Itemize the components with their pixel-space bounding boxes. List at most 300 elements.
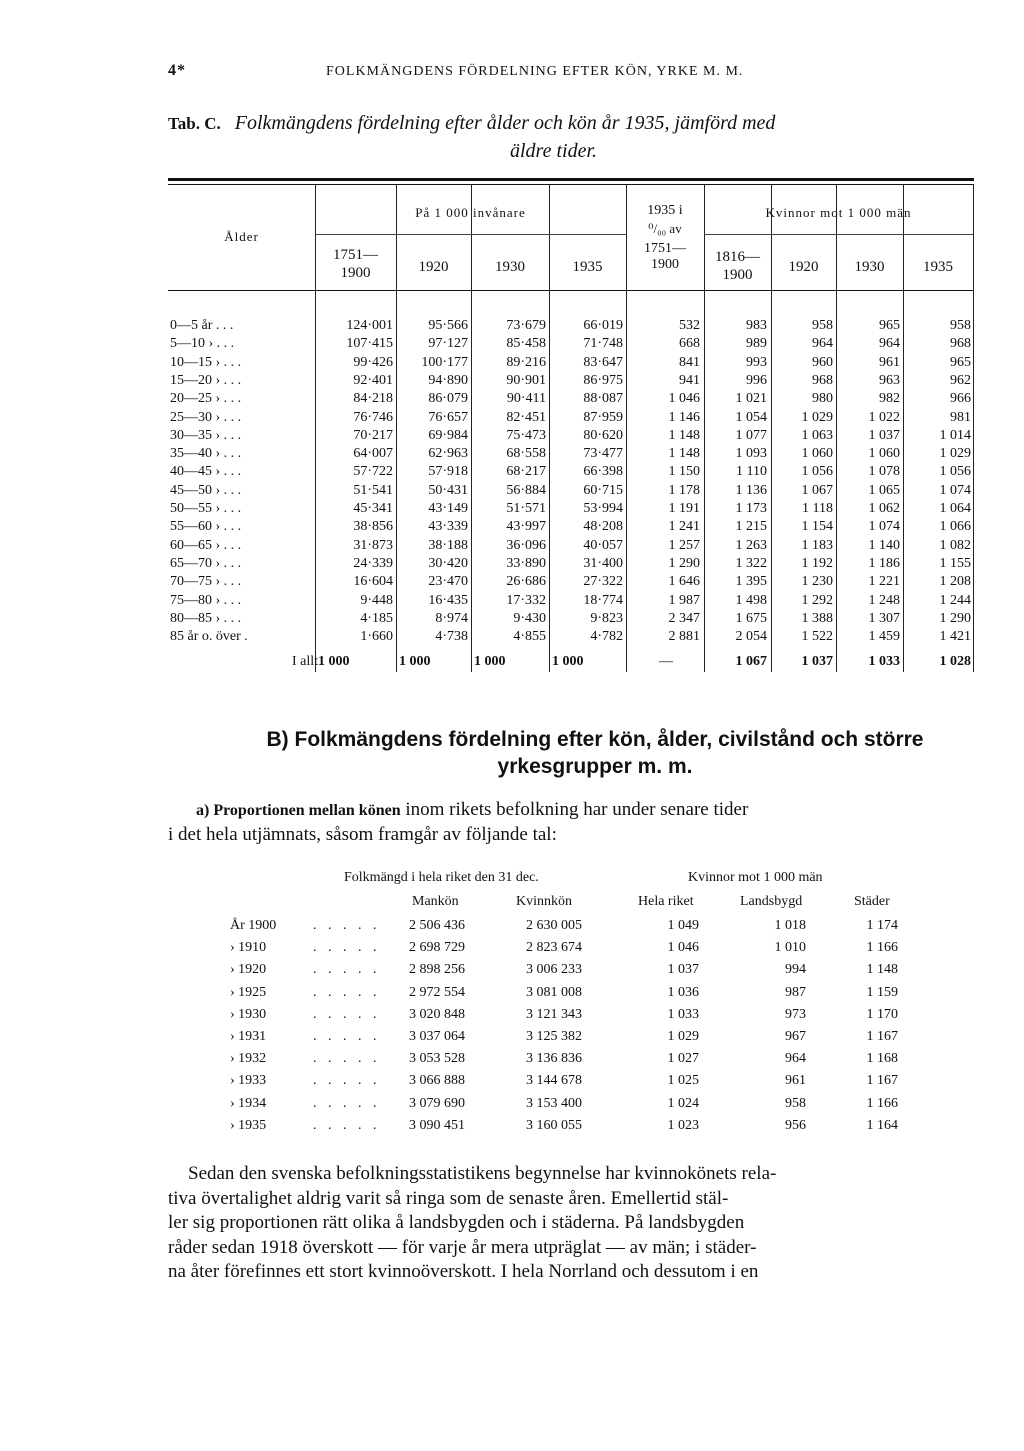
table-cell: 1 037 — [667, 962, 699, 978]
table-cell: 3 144 678 — [526, 1073, 582, 1089]
table-row — [168, 1051, 974, 1073]
table-cell: 27·322 — [583, 574, 623, 590]
table-cell: 16·435 — [428, 592, 468, 608]
table-cell: 2 698 729 — [409, 940, 465, 956]
table-cell: 961 — [785, 1073, 806, 1089]
table-cell: 1 459 — [868, 629, 900, 645]
age-group-label: 40—45 › . . . — [170, 464, 242, 480]
header-1935-line4: 1900 — [651, 257, 679, 272]
table-cell: 56·884 — [506, 482, 546, 498]
table-cell: 1 077 — [735, 427, 767, 443]
table-header-rule — [168, 290, 974, 291]
table-cell: 1 292 — [801, 592, 833, 608]
total-cell: 1 000 — [552, 654, 584, 669]
table-cell: 1 025 — [667, 1073, 699, 1089]
table-cell: 53·994 — [583, 501, 623, 516]
subhead-whole: Hela riket — [638, 894, 694, 909]
total-cell: 1 000 — [399, 654, 431, 669]
table-row — [168, 940, 974, 962]
table-cell: 82·451 — [506, 409, 546, 425]
running-title: FOLKMÄNGDENS FÖRDELNING EFTER KÖN, YRKE M. M. — [326, 64, 744, 79]
table-cell: 1 155 — [939, 555, 971, 571]
table-cell: 92·401 — [353, 372, 393, 388]
table-cell: 70·217 — [353, 427, 393, 443]
table-cell: 993 — [746, 354, 767, 370]
table-cell: 668 — [679, 336, 700, 352]
header-1935-line3: 1751— — [644, 241, 686, 256]
age-group-label: 65—70 › . . . — [170, 555, 242, 571]
table-cell: 964 — [785, 1051, 806, 1067]
table-cell: 1 192 — [801, 555, 833, 571]
table-cell: 1 168 — [866, 1051, 898, 1067]
table-cell: 1 136 — [735, 482, 767, 498]
total-cell: 1 000 — [318, 654, 350, 669]
table-cell: 1 024 — [667, 1095, 699, 1111]
table-cell: 3 037 064 — [409, 1029, 465, 1044]
age-group-label: 75—80 › . . . — [170, 592, 242, 608]
table-cell: 68·217 — [506, 464, 546, 480]
table-cell: 1 066 — [939, 519, 971, 535]
section-b-line2: yrkesgrupper m. m. — [497, 755, 693, 778]
table-cell: 33·890 — [506, 555, 546, 571]
table-cell: 1 159 — [866, 984, 898, 1000]
table-row — [168, 538, 974, 556]
subhead-rural: Landsbygd — [740, 894, 803, 909]
table-cell: 1·660 — [360, 629, 393, 645]
total-cell: 1 000 — [474, 654, 506, 669]
age-group-label: 10—15 › . . . — [170, 354, 242, 370]
table-cell: 23·470 — [428, 574, 468, 590]
sex-ratio-table — [168, 870, 974, 1140]
table-cell: 1 167 — [866, 1073, 898, 1089]
table-cell: 1 290 — [939, 610, 971, 626]
table-cell: 31·873 — [353, 537, 393, 553]
table-cell: 1 082 — [939, 537, 971, 553]
total-cell: 1 067 — [735, 654, 767, 669]
table-row — [168, 918, 974, 940]
year-label: › 1934 — [230, 1095, 267, 1111]
table-row — [168, 336, 974, 354]
table-cell: 981 — [950, 409, 971, 425]
table-cell: 941 — [679, 372, 700, 388]
table-cell: 1 021 — [735, 391, 767, 407]
age-group-label: 45—50 › . . . — [170, 482, 242, 498]
paragraph-a-lead: a) Proportionen mellan könen — [196, 802, 401, 819]
table-cell: 1 307 — [868, 610, 900, 626]
total-label: I allt — [291, 654, 318, 669]
table-row — [168, 1118, 974, 1140]
table-cell: 1 257 — [668, 537, 700, 553]
table-cell: 1 421 — [939, 629, 971, 645]
table-cell: 966 — [950, 391, 971, 407]
table-cell: 16·604 — [353, 574, 393, 590]
table-row — [168, 985, 974, 1007]
table-cell: 107·415 — [346, 336, 393, 352]
table-cell: 1 230 — [801, 574, 833, 590]
paragraph-a — [168, 798, 974, 847]
table-cell: 1 046 — [667, 940, 699, 956]
leader-dots: . . . . . — [313, 1095, 381, 1111]
table-cell: 1 074 — [868, 519, 900, 535]
table-row — [168, 391, 974, 409]
table-cell: 60·715 — [583, 482, 623, 498]
table-row — [168, 318, 974, 336]
table-cell: 2 054 — [735, 629, 767, 645]
table-cell: 964 — [879, 336, 900, 352]
table-cell: 1 215 — [735, 519, 767, 535]
table-cell: 24·339 — [353, 555, 393, 571]
page-number: 4* — [168, 62, 186, 79]
subhead-men: Mankön — [412, 894, 459, 909]
table-cell: 3 121 343 — [526, 1006, 582, 1022]
table-cell: 968 — [812, 372, 833, 388]
table-cell: 9·823 — [590, 610, 623, 626]
table-cell: 1 186 — [868, 555, 900, 571]
table-cell: 1 054 — [735, 409, 767, 425]
table-cell: 45·341 — [353, 501, 393, 516]
running-header — [168, 62, 984, 86]
table-cell: 1 060 — [801, 446, 833, 462]
table-row — [168, 464, 974, 482]
table-row — [168, 556, 974, 574]
age-group-label: 20—25 › . . . — [170, 391, 242, 407]
table-top-rule-thin — [168, 184, 974, 185]
year-label: › 1931 — [230, 1029, 267, 1044]
table-cell: 2 881 — [668, 629, 700, 645]
header-w1920: 1920 — [788, 259, 819, 275]
table-cell: 3 053 528 — [409, 1051, 465, 1067]
table-cell: 1 065 — [868, 482, 900, 498]
header-w1935: 1935 — [923, 259, 953, 275]
table-cell: 1 060 — [868, 446, 900, 462]
table-cell: 1 037 — [868, 427, 900, 443]
header-per-1000: På 1 000 invånare — [415, 205, 526, 220]
table-cell: 1 522 — [801, 629, 833, 645]
table-cell: 2 972 554 — [409, 984, 465, 1000]
table-cell: 1 174 — [866, 918, 898, 933]
table-cell: 1 498 — [735, 592, 767, 608]
table-cell: 3 090 451 — [409, 1117, 465, 1133]
year-label: År 1900 — [230, 918, 277, 933]
table-cell: 66·019 — [583, 318, 623, 333]
year-label: › 1930 — [230, 1006, 267, 1022]
age-group-label: 0—5 år . . . — [170, 318, 234, 333]
header-1900: 1900 — [340, 265, 371, 281]
table-cell: 76·746 — [353, 409, 393, 425]
table-cell: 3 066 888 — [409, 1073, 465, 1089]
table-cell: 2 898 256 — [409, 962, 465, 978]
age-group-label: 60—65 › . . . — [170, 537, 242, 553]
table-cell: 1 029 — [667, 1029, 699, 1044]
table-cell: 1 322 — [735, 555, 767, 571]
leader-dots: . . . . . — [313, 962, 381, 978]
table-cell: 963 — [879, 372, 900, 388]
table-row — [168, 629, 974, 647]
table-cell: 48·208 — [583, 519, 623, 535]
table-cell: 964 — [812, 336, 833, 352]
table-cell: 965 — [879, 318, 900, 333]
table-cell: 1 063 — [801, 427, 833, 443]
table-row — [168, 593, 974, 611]
table-cell: 8·974 — [435, 610, 468, 626]
table-cell: 68·558 — [506, 446, 546, 462]
subhead-women: Kvinnkön — [516, 894, 572, 909]
table-cell: 124·001 — [346, 318, 393, 333]
table-cell: 987 — [785, 984, 806, 1000]
table-cell: 1 987 — [668, 592, 700, 608]
table-cell: 989 — [746, 336, 767, 352]
leader-dots: . . . . . — [313, 1051, 381, 1067]
table-row — [168, 501, 974, 519]
table-cell: 3 006 233 — [526, 962, 582, 978]
table-row — [168, 446, 974, 464]
table-cell: 57·918 — [428, 464, 468, 480]
age-group-label: 55—60 › . . . — [170, 519, 242, 535]
table-cell: 1 178 — [668, 482, 700, 498]
table-row — [168, 1029, 974, 1051]
paragraph-c-line1: Sedan den svenska befolkningsstatistikens begynnelse har kvinnokönets rela- — [188, 1163, 777, 1184]
table-cell: 1 191 — [668, 501, 700, 516]
table-cell: 1 395 — [735, 574, 767, 590]
table-cell: 9·430 — [513, 610, 546, 626]
table-cell: 86·975 — [583, 372, 623, 388]
table-cell: 1 056 — [939, 464, 971, 480]
table-cell: 62·963 — [428, 446, 468, 462]
table-cell: 76·657 — [428, 409, 468, 425]
header-1816-1900: 1900 — [722, 267, 753, 283]
table-cell: 26·686 — [506, 574, 546, 590]
table-cell: 1 064 — [939, 501, 971, 516]
leader-dots: . . . . . — [313, 1006, 381, 1022]
table-cell: 1 388 — [801, 610, 833, 626]
header-1930: 1930 — [495, 259, 525, 275]
table-cell: 94·890 — [428, 372, 468, 388]
table-cell: 960 — [812, 354, 833, 370]
group-rule — [315, 234, 626, 235]
table-cell: 18·774 — [583, 592, 623, 608]
leader-dots: . . . . . — [313, 1117, 381, 1133]
table-cell: 1 164 — [866, 1117, 898, 1133]
table-cell: 965 — [950, 354, 971, 370]
table-cell: 980 — [812, 391, 833, 407]
table-cell: 961 — [879, 354, 900, 370]
table-cell: 996 — [746, 372, 767, 388]
table-cell: 99·426 — [353, 354, 393, 370]
table-cell: 57·722 — [353, 464, 393, 480]
table-title-cont: äldre tider. — [510, 140, 598, 162]
table-cell: 3 081 008 — [526, 984, 582, 1000]
paragraph-c-line3: ler sig proportionen rätt olika å landsbygden och i städerna. På landsbygden — [168, 1212, 745, 1233]
age-group-label: 35—40 › . . . — [170, 446, 242, 462]
table-cell: 1 208 — [939, 574, 971, 590]
section-b-heading — [200, 726, 990, 780]
table-cell: 3 153 400 — [526, 1095, 582, 1111]
table-cell: 1 154 — [801, 519, 833, 535]
table-cell: 1 078 — [868, 464, 900, 480]
table-row — [168, 962, 974, 984]
table-cell: 4·855 — [513, 629, 546, 645]
table-cell: 1 148 — [668, 427, 700, 443]
table-cell: 31·400 — [583, 555, 623, 571]
table-row — [168, 410, 974, 428]
table-cell: 95·566 — [428, 318, 468, 333]
table-cell: 2 630 005 — [526, 918, 582, 933]
table-cell: 958 — [785, 1095, 806, 1111]
table-cell: 1 248 — [868, 592, 900, 608]
table-label: Tab. C. — [168, 114, 221, 133]
head-population: Folkmängd i hela riket den 31 dec. — [344, 870, 539, 885]
table-cell: 1 033 — [667, 1006, 699, 1022]
total-cell: 1 028 — [939, 654, 971, 669]
table-cell: 1 046 — [668, 391, 700, 407]
table-row — [168, 574, 974, 592]
table-row — [168, 355, 974, 373]
table-title — [168, 110, 988, 162]
total-cell: — — [659, 654, 673, 669]
table-cell: 1 244 — [939, 592, 971, 608]
total-cell: 1 033 — [868, 654, 900, 669]
table-cell: 1 173 — [735, 501, 767, 516]
table-title-main: Folkmängdens fördelning efter ålder och kön år 1935, jämförd med — [234, 112, 776, 134]
table-cell: 9·448 — [360, 592, 393, 608]
table-cell: 1 014 — [939, 427, 971, 443]
table-cell: 2 506 436 — [409, 918, 465, 933]
table-cell: 1 056 — [801, 464, 833, 480]
table-cell: 968 — [950, 336, 971, 352]
header-1751: 1751— — [333, 247, 378, 263]
paragraph-a-line1: inom rikets befolkning har under senare tider — [400, 799, 749, 820]
paragraph-c-line5: na åter förefinnes ett stort kvinnoöverskott. I hela Norrland och dessutom i en — [168, 1261, 759, 1282]
year-label: › 1933 — [230, 1073, 267, 1089]
table-cell: 51·571 — [506, 501, 546, 516]
table-top-rule — [168, 178, 974, 181]
table-cell: 3 160 055 — [526, 1117, 582, 1133]
table-cell: 958 — [812, 318, 833, 333]
table-cell: 100·177 — [421, 354, 468, 370]
table-cell: 962 — [950, 372, 971, 388]
table-cell: 994 — [785, 962, 806, 978]
table-cell: 1 290 — [668, 555, 700, 571]
table-row — [168, 519, 974, 537]
table-cell: 1 062 — [868, 501, 900, 516]
table-cell: 90·411 — [506, 391, 546, 407]
section-b-line1: B) Folkmängdens fördelning efter kön, ålder, civilstånd och större — [266, 728, 924, 751]
table-cell: 36·096 — [506, 537, 546, 553]
table-row — [168, 373, 974, 391]
table-cell: 84·218 — [353, 391, 393, 407]
table-cell: 4·782 — [590, 629, 623, 645]
table-cell: 967 — [785, 1029, 806, 1044]
table-cell: 1 029 — [939, 446, 971, 462]
table-cell: 973 — [785, 1006, 806, 1022]
table-cell: 1 118 — [802, 501, 833, 516]
table-cell: 90·901 — [506, 372, 546, 388]
age-group-label: 5—10 › . . . — [170, 336, 235, 352]
header-women-per-men: Kvinnor mot 1 000 män — [765, 205, 912, 220]
age-group-label: 30—35 › . . . — [170, 427, 242, 443]
table-cell: 38·188 — [428, 537, 468, 553]
table-cell: 1 150 — [668, 464, 700, 480]
age-group-label: 15—20 › . . . — [170, 372, 242, 388]
table-cell: 40·057 — [583, 537, 623, 553]
table-cell: 1 166 — [866, 1095, 898, 1111]
year-label: › 1932 — [230, 1051, 267, 1067]
table-cell: 1 675 — [735, 610, 767, 626]
table-cell: 3 020 848 — [409, 1006, 465, 1022]
age-group-label: 80—85 › . . . — [170, 610, 242, 626]
age-group-label: 25—30 › . . . — [170, 409, 242, 425]
table-cell: 1 167 — [866, 1029, 898, 1044]
header-1816: 1816— — [715, 249, 760, 265]
leader-dots: . . . . . — [313, 918, 381, 933]
table-cell: 30·420 — [428, 555, 468, 571]
table-cell: 85·458 — [506, 336, 546, 352]
table-cell: 83·647 — [583, 354, 623, 370]
table-cell: 3 079 690 — [409, 1095, 465, 1111]
table-cell: 3 125 382 — [526, 1029, 582, 1044]
table-row — [168, 611, 974, 629]
group-rule — [704, 234, 973, 235]
age-sex-table — [168, 172, 974, 672]
table-cell: 1 148 — [668, 446, 700, 462]
year-label: › 1920 — [230, 962, 267, 978]
table-cell: 1 148 — [866, 962, 898, 978]
table-cell: 1 010 — [774, 940, 806, 956]
age-group-label: 50—55 › . . . — [170, 501, 242, 516]
table-cell: 73·679 — [506, 318, 546, 333]
leader-dots: . . . . . — [313, 1073, 381, 1089]
table-row — [168, 428, 974, 446]
table-cell: 2 823 674 — [526, 940, 582, 956]
table-row — [168, 1073, 974, 1095]
table-cell: 64·007 — [353, 446, 393, 462]
head-women-per-men: Kvinnor mot 1 000 män — [688, 870, 823, 885]
table-cell: 86·079 — [428, 391, 468, 407]
header-age: Ålder — [224, 229, 259, 244]
table-cell: 1 110 — [736, 464, 767, 480]
table-cell: 956 — [785, 1117, 806, 1133]
year-label: › 1910 — [230, 940, 267, 956]
table-cell: 532 — [679, 318, 700, 333]
table-cell: 1 067 — [801, 482, 833, 498]
table-row — [168, 1096, 974, 1118]
total-cell: 1 037 — [801, 654, 833, 669]
age-group-label: 85 år o. över . — [170, 629, 248, 645]
table-cell: 73·477 — [583, 446, 623, 462]
table-cell: 69·984 — [428, 427, 468, 443]
table-cell: 43·997 — [506, 519, 546, 535]
table-cell: 87·959 — [583, 409, 623, 425]
table-cell: 1 241 — [668, 519, 700, 535]
year-label: › 1935 — [230, 1117, 267, 1133]
table-cell: 17·332 — [506, 592, 546, 608]
table-cell: 1 166 — [866, 940, 898, 956]
table-cell: 1 074 — [939, 482, 971, 498]
table-cell: 1 146 — [668, 409, 700, 425]
table-cell: 3 136 836 — [526, 1051, 582, 1067]
table-cell: 71·748 — [583, 336, 623, 352]
subhead-towns: Städer — [854, 894, 890, 909]
table-cell: 983 — [746, 318, 767, 333]
paragraph-c — [168, 1162, 974, 1285]
header-1935-line2: ⁰/₀₀ av — [648, 221, 682, 236]
leader-dots: . . . . . — [313, 1029, 381, 1044]
paragraph-c-line2: tiva övertalighet aldrig varit så ringa som de senaste åren. Emellertid stäl- — [168, 1187, 729, 1209]
paragraph-a-line2: i det hela utjämnats, såsom framgår av följande tal: — [168, 824, 557, 845]
table-cell: 1 049 — [667, 918, 699, 933]
table-cell: 1 029 — [801, 409, 833, 425]
table-cell: 1 018 — [774, 918, 806, 933]
